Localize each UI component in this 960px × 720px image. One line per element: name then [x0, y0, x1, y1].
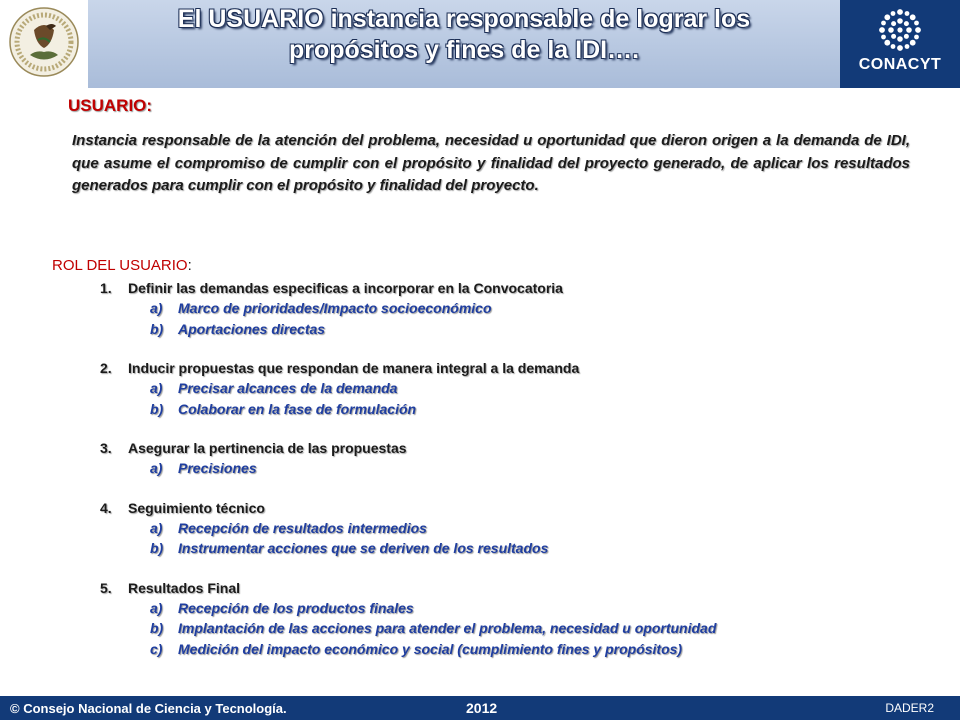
item-title: Definir las demandas especificas a incorporar en la Convocatoria: [128, 280, 563, 296]
item-number: 1.: [100, 280, 112, 296]
title-line-1: El USUARIO instancia responsable de lograr los: [177, 5, 751, 33]
sub-item: [100, 598, 900, 619]
sub-item-text: Aportaciones directas: [178, 320, 326, 337]
title-line-2: propósitos y fines de la IDI….: [288, 36, 640, 64]
footer-year: 2012: [466, 700, 498, 716]
item-number: 3.: [100, 440, 112, 456]
sub-item: [100, 538, 900, 559]
sub-item-text: Recepción de los productos finales: [178, 599, 414, 616]
list-item: [100, 358, 900, 378]
list-item: [100, 578, 900, 598]
sub-item-letter: a): [150, 380, 163, 396]
sub-item-letter: a): [150, 519, 163, 536]
sub-item-text: Instrumentar acciones que se deriven de los resultados: [178, 540, 549, 556]
sub-item-letter: c): [150, 640, 163, 657]
item-number: 5.: [100, 579, 112, 596]
conacyt-brand: [840, 0, 960, 88]
sub-item: [100, 458, 900, 479]
rol-heading-colon: :: [187, 257, 192, 274]
footer-code: DADER2: [885, 701, 934, 715]
sub-item-letter: a): [150, 460, 163, 476]
sub-item-letter: b): [150, 400, 164, 417]
sub-item-letter: b): [150, 540, 164, 556]
sub-item-letter: b): [150, 320, 164, 337]
rol-list: [100, 278, 900, 659]
sub-item-letter: a): [150, 300, 163, 316]
sub-item: [100, 518, 900, 539]
usuario-heading: USUARIO:: [68, 96, 153, 115]
sub-item-text: Recepción de resultados intermedios: [178, 519, 427, 536]
item-title: Resultados Final: [128, 579, 241, 596]
list-item: [100, 438, 900, 458]
sub-item-text: Precisar alcances de la demanda: [178, 380, 398, 396]
sub-item-letter: a): [150, 599, 163, 616]
sub-item: [100, 298, 900, 319]
usuario-definition: Instancia responsable de la atención del problema, necesidad u oportunidad que dieron origen a la demanda de IDI, que asume el compromiso de cumplir con el propósito y finalidad del proyecto generado, de aplicar los resultados generados para cumplir con el propósito y finalidad del proyecto.: [72, 132, 910, 194]
rol-heading: [52, 257, 192, 274]
footer-bar: [0, 696, 960, 720]
sub-item-text: Medición del impacto económico y social (cumplimiento fines y propósitos): [178, 640, 683, 657]
item-number: 4.: [100, 499, 112, 516]
rol-heading-text: ROL DEL USUARIO: [52, 257, 188, 274]
mexico-seal: [0, 0, 88, 88]
sub-item: [100, 319, 900, 340]
sub-item: [100, 378, 900, 399]
item-title: Seguimiento técnico: [128, 499, 265, 516]
list-item: [100, 278, 900, 298]
conacyt-logo-icon: [840, 0, 960, 58]
mexico-coat-of-arms-icon: [0, 0, 88, 88]
item-number: 2.: [100, 360, 112, 376]
page-title: [88, 4, 840, 66]
sub-item-text: Colaborar en la fase de formulación: [178, 400, 417, 417]
item-title: Inducir propuestas que respondan de manera integral a la demanda: [128, 360, 580, 376]
sub-item: [100, 618, 900, 639]
sub-item: [100, 399, 900, 420]
sub-item-text: Implantación de las acciones para atender el problema, necesidad u oportunidad: [178, 620, 717, 636]
sub-item-text: Marco de prioridades/Impacto socioeconómico: [178, 300, 492, 316]
item-title: Asegurar la pertinencia de las propuestas: [128, 440, 407, 456]
footer-copyright: © Consejo Nacional de Ciencia y Tecnología.: [10, 701, 287, 716]
list-item: [100, 498, 900, 518]
sub-item-text: Precisiones: [178, 460, 257, 476]
conacyt-label: CONACYT: [858, 56, 942, 73]
sub-item: [100, 639, 900, 660]
sub-item-letter: b): [150, 620, 164, 636]
